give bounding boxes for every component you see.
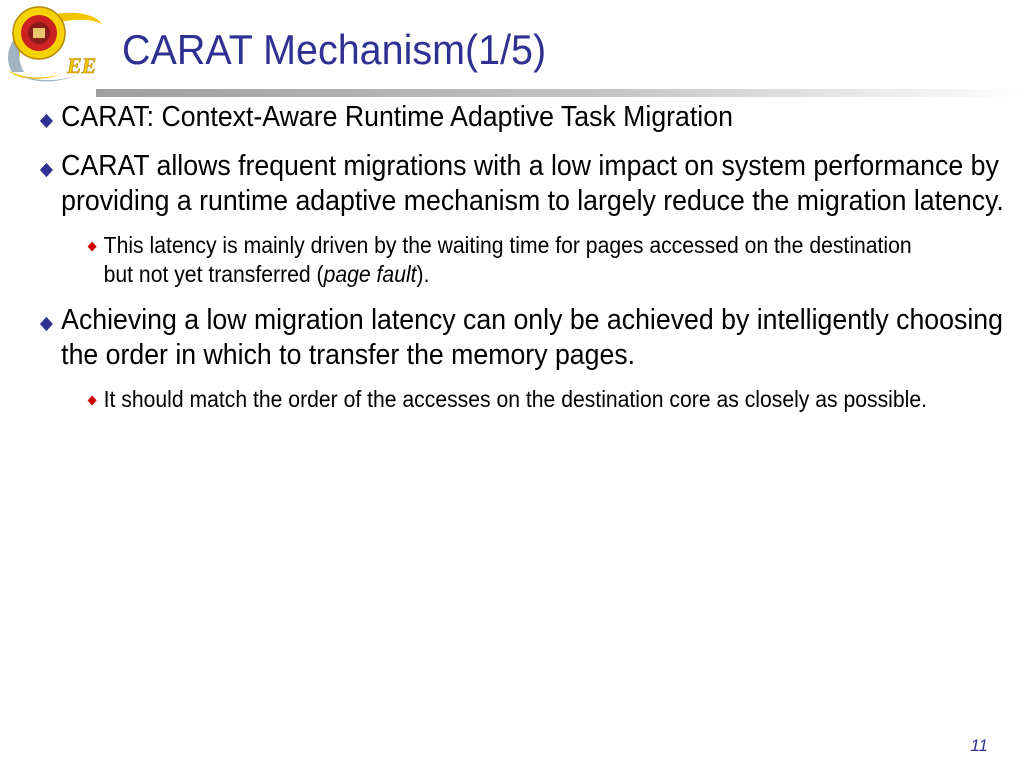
slide-title: CARAT Mechanism(1/5): [122, 26, 547, 73]
title-divider: [96, 89, 1024, 97]
bullet-item: [40, 100, 1018, 135]
bullet-text: CARAT: Context-Aware Runtime Adaptive Task Migration: [61, 101, 733, 133]
sub-bullet-text-end: ).: [416, 261, 430, 287]
sub-bullet-text: It should match the order of the accesses on the destination core as closely as possible.: [103, 386, 927, 412]
bullet-item: [40, 303, 1018, 373]
diamond-bullet-icon: [40, 114, 53, 128]
sub-bullet-item: [88, 385, 932, 414]
diamond-bullet-icon: [40, 163, 53, 177]
bullet-text: Achieving a low migration latency can only be achieved by intelligently choosing the order in which to transfer the memory pages.: [61, 304, 1003, 371]
bullet-list: [40, 100, 1004, 414]
page-number: 11: [970, 736, 988, 755]
sub-bullet-item: [88, 231, 932, 289]
diamond-bullet-icon: [88, 242, 97, 252]
bullet-item: [40, 149, 1018, 219]
diamond-bullet-icon: [88, 396, 97, 406]
sub-bullet-italic-term: page fault: [323, 261, 417, 287]
university-logo-icon: [2, 2, 106, 86]
bullet-text: CARAT allows frequent migrations with a low impact on system performance by providing a runtime adaptive mechanism to largely reduce the migration latency.: [61, 150, 1004, 217]
diamond-bullet-icon: [40, 317, 53, 331]
sub-bullet-text: This latency is mainly driven by the waiting time for pages accessed on the destination but not yet transferred (: [103, 232, 912, 287]
svg-text:EE: EE: [67, 53, 97, 78]
